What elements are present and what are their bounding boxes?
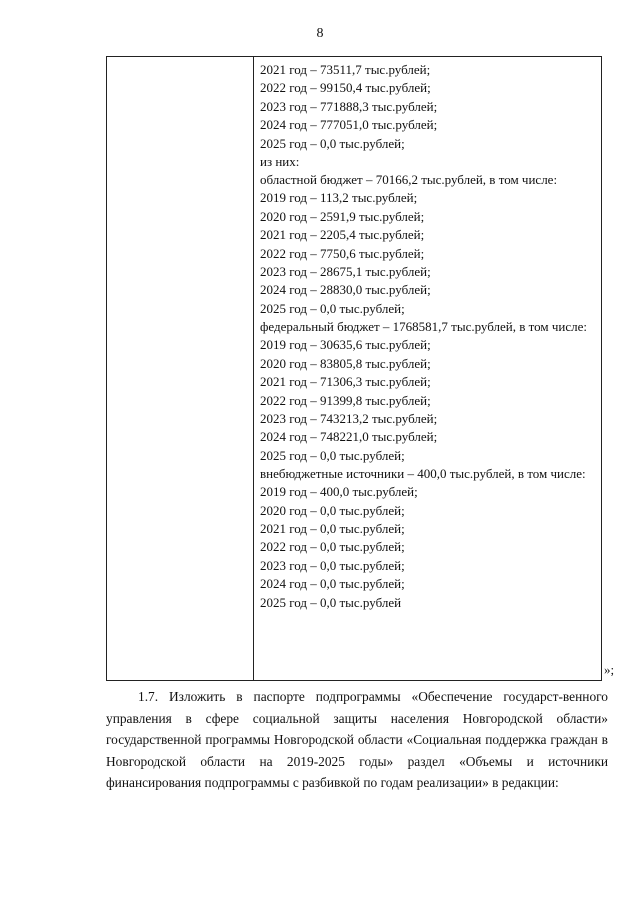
financing-cell [260, 61, 595, 612]
table-line: 2023 год – 0,0 тыс.рублей; [260, 557, 405, 573]
table-line: 2024 год – 28830,0 тыс.рублей; [260, 282, 431, 298]
financing-table [106, 56, 602, 681]
table-line: 2025 год – 0,0 тыс.рублей; [260, 135, 405, 151]
table-line: 2021 год – 2205,4 тыс.рублей; [260, 227, 425, 243]
table-line: 2025 год – 0,0 тыс.рублей; [260, 447, 405, 463]
table-line: 2025 год – 0,0 тыс.рублей; [260, 300, 405, 316]
table-line: 2024 год – 748221,0 тыс.рублей; [260, 429, 438, 445]
table-line: 2022 год – 99150,4 тыс.рублей; [260, 80, 431, 96]
table-line: 2019 год – 113,2 тыс.рублей; [260, 190, 418, 206]
table-line: 2020 год – 2591,9 тыс.рублей; [260, 208, 425, 224]
table-line: 2023 год – 28675,1 тыс.рублей; [260, 264, 431, 280]
table-line: 2019 год – 30635,6 тыс.рублей; [260, 337, 431, 353]
table-line: 2022 год – 0,0 тыс.рублей; [260, 539, 405, 555]
table-line: 2022 год – 91399,8 тыс.рублей; [260, 392, 431, 408]
table-line: 2022 год – 7750,6 тыс.рублей; [260, 245, 425, 261]
table-line: 2019 год – 400,0 тыс.рублей; [260, 484, 418, 500]
table-line: 2020 год – 0,0 тыс.рублей; [260, 502, 405, 518]
section-paragraph [106, 686, 608, 794]
table-line: областной бюджет – 70166,2 тыс.рублей, в том числе: [260, 172, 558, 188]
table-line: внебюджетные источники – 400,0 тыс.рублей, в том числе: [260, 466, 586, 482]
table-line: 2024 год – 777051,0 тыс.рублей; [260, 117, 438, 133]
table-line: 2025 год – 0,0 тыс.рублей [260, 594, 402, 610]
table-line: федеральный бюджет – 1768581,7 тыс.рублей, в том числе: [260, 319, 588, 335]
page-number: 8 [316, 26, 324, 41]
table-line: 2021 год – 71306,3 тыс.рублей; [260, 374, 431, 390]
table-line: из них: [260, 154, 300, 170]
paragraph-text: 1.7. Изложить в паспорте подпрограммы «Обеспечение государст-венного управления в сфере социальной защиты населения Новгородской области» государственной программы Новгородской области «Социальная поддержка граждан в Новгородской области на 2019-2025 годы» раздел «Объемы и источники финансирования подпрограммы с разбивкой по годам реализации» в редакции: [106, 689, 608, 791]
table-line: 2024 год – 0,0 тыс.рублей; [260, 576, 405, 592]
table-line: 2021 год – 0,0 тыс.рублей; [260, 520, 405, 536]
table-line: 2020 год – 83805,8 тыс.рублей; [260, 355, 431, 371]
table-line: 2021 год – 73511,7 тыс.рублей; [260, 62, 431, 77]
table-line: 2023 год – 743213,2 тыс.рублей; [260, 410, 438, 426]
column-divider [253, 57, 254, 680]
closing-quote: »; [604, 662, 615, 677]
table-line: 2023 год – 771888,3 тыс.рублей; [260, 98, 438, 114]
